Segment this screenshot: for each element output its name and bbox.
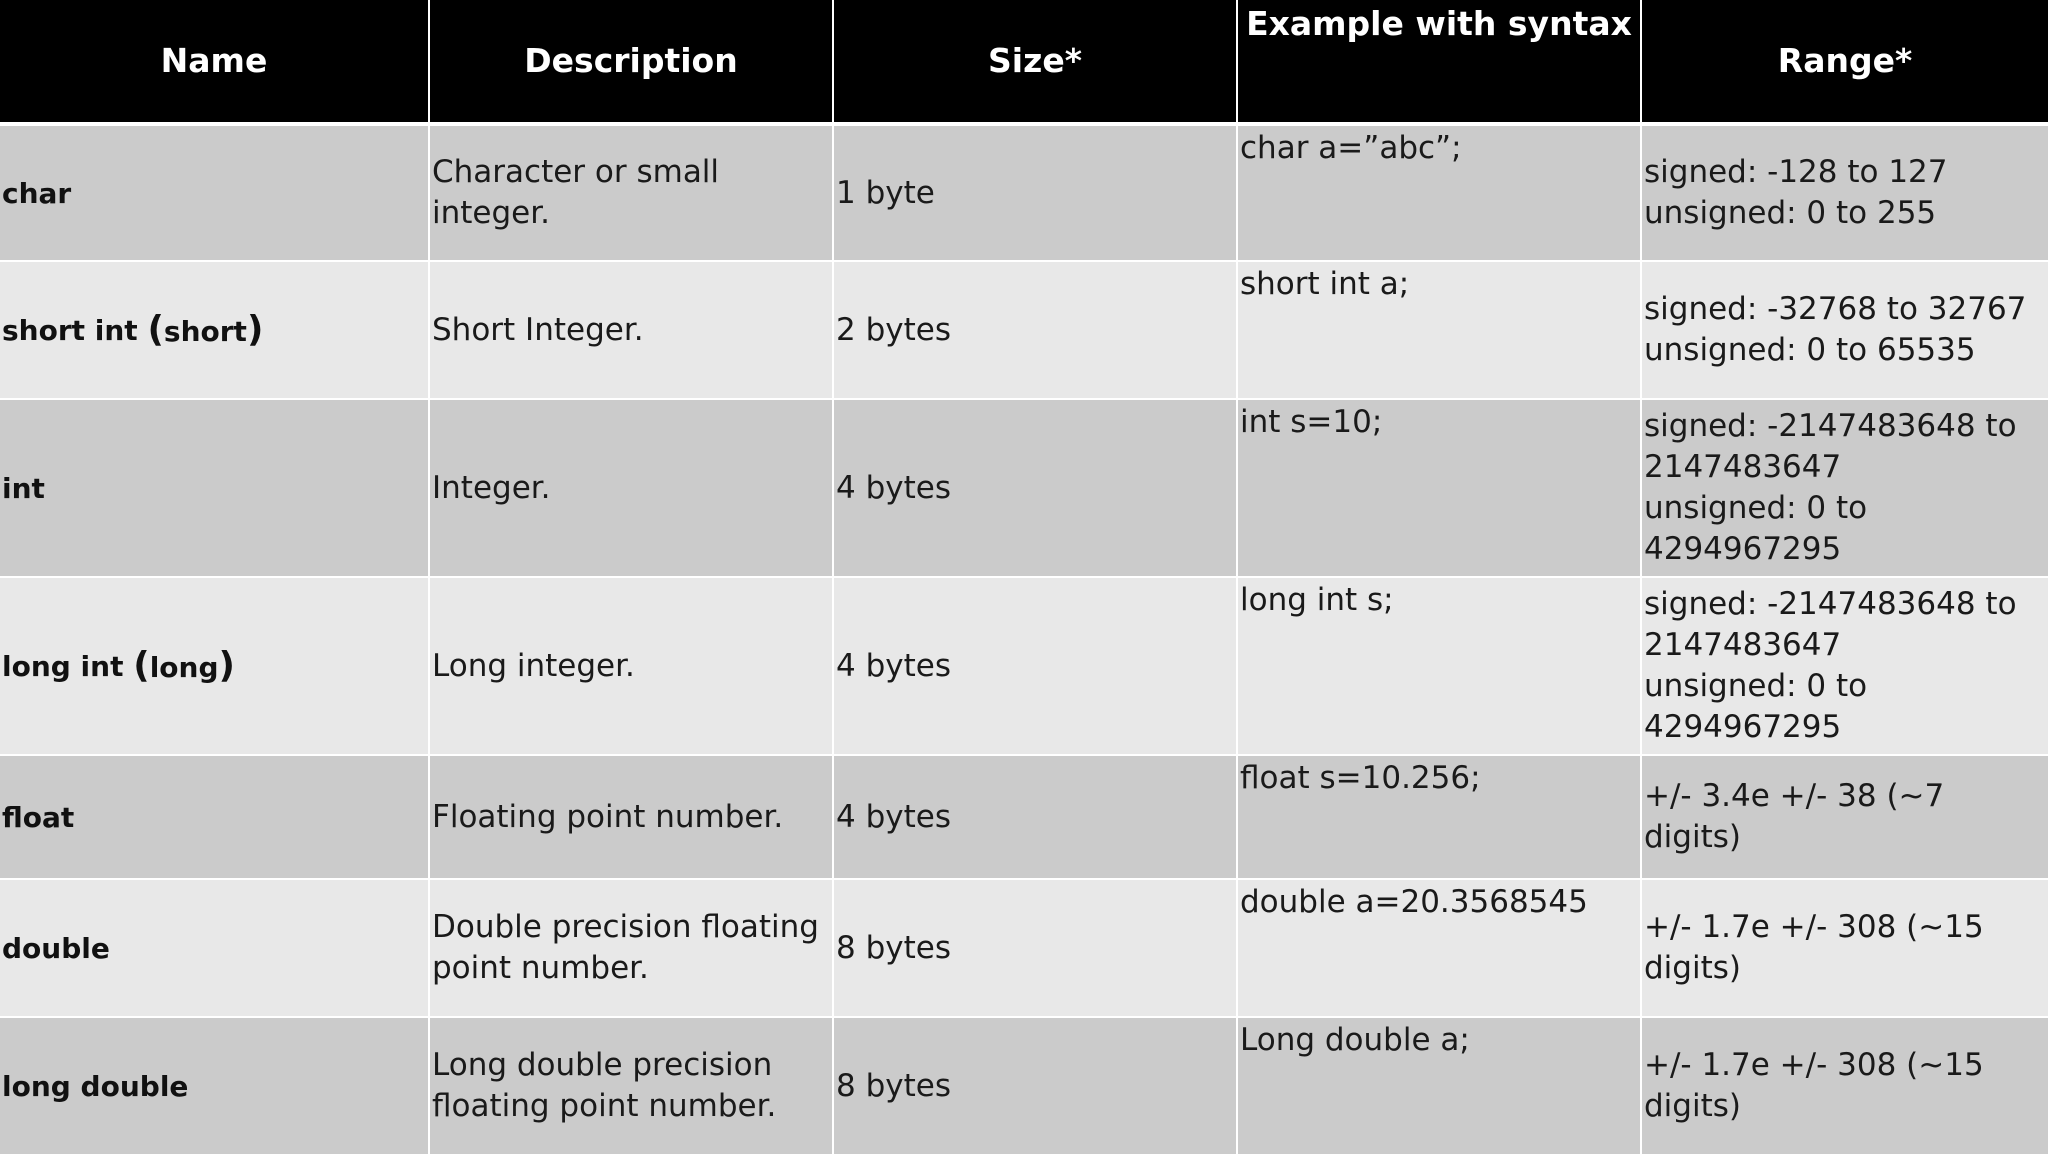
- header-example: Example with syntax: [1238, 0, 1642, 122]
- example-cell: long int s;: [1238, 578, 1642, 754]
- table-row: [0, 756, 2048, 880]
- type-name-cell: [0, 400, 430, 576]
- size-cell: 4 bytes: [834, 756, 1238, 878]
- description-cell: Double precision floating point number.: [430, 880, 834, 1016]
- header-name: Name: [0, 0, 430, 122]
- type-alias: (long): [133, 644, 235, 686]
- size-cell: 4 bytes: [834, 400, 1238, 576]
- description-cell: Integer.: [430, 400, 834, 576]
- description-cell: Long integer.: [430, 578, 834, 754]
- type-name-cell: [0, 1018, 430, 1154]
- example-cell: int s=10;: [1238, 400, 1642, 576]
- size-cell: 8 bytes: [834, 880, 1238, 1016]
- header-range: Range*: [1777, 41, 1913, 81]
- size-cell: 2 bytes: [834, 262, 1238, 398]
- description-cell: Floating point number.: [430, 756, 834, 878]
- type-alias: (short): [147, 308, 264, 350]
- table-row: [0, 578, 2048, 756]
- type-name-cell: [0, 262, 430, 398]
- table-header-row: [0, 0, 2048, 126]
- range-cell: signed: -2147483648 to 2147483647 unsigned: 0 to 4294967295: [1644, 586, 2017, 745]
- type-name: long int: [2, 649, 124, 683]
- description-cell: Character or small integer.: [430, 126, 834, 260]
- table-row: [0, 262, 2048, 400]
- range-cell: +/- 3.4e +/- 38 (~7 digits): [1644, 778, 1945, 855]
- example-cell: double a=20.3568545: [1238, 880, 1642, 1016]
- example-cell: short int a;: [1238, 262, 1642, 398]
- range-cell: signed: -128 to 127 unsigned: 0 to 255: [1644, 154, 1948, 231]
- type-name: double: [2, 931, 110, 965]
- type-name: long double: [2, 1069, 189, 1103]
- type-name-cell: [0, 756, 430, 878]
- table-row: [0, 126, 2048, 262]
- range-cell: signed: -2147483648 to 2147483647 unsigned: 0 to 4294967295: [1644, 408, 2017, 567]
- table-body: [0, 126, 2048, 1156]
- size-cell: 4 bytes: [834, 578, 1238, 754]
- type-name: float: [2, 800, 75, 834]
- example-cell: float s=10.256;: [1238, 756, 1642, 878]
- header-description: Description: [430, 0, 834, 122]
- type-name: int: [2, 471, 45, 505]
- type-name: short int: [2, 313, 138, 347]
- example-cell: Long double a;: [1238, 1018, 1642, 1154]
- table-row: [0, 1018, 2048, 1156]
- range-cell: +/- 1.7e +/- 308 (~15 digits): [1644, 1047, 1984, 1124]
- description-cell: Long double precision floating point number.: [430, 1018, 834, 1154]
- type-name-cell: [0, 880, 430, 1016]
- type-name-cell: [0, 126, 430, 260]
- header-size: Size*: [834, 0, 1238, 122]
- type-name: char: [2, 176, 72, 210]
- range-cell: +/- 1.7e +/- 308 (~15 digits): [1644, 909, 1984, 986]
- description-cell: Short Integer.: [430, 262, 834, 398]
- type-name-cell: [0, 578, 430, 754]
- example-cell: char a=”abc”;: [1238, 126, 1642, 260]
- size-cell: 1 byte: [834, 126, 1238, 260]
- range-cell: signed: -32768 to 32767 unsigned: 0 to 65535: [1644, 291, 2027, 368]
- table-row: [0, 880, 2048, 1018]
- table-row: [0, 400, 2048, 578]
- size-cell: 8 bytes: [834, 1018, 1238, 1154]
